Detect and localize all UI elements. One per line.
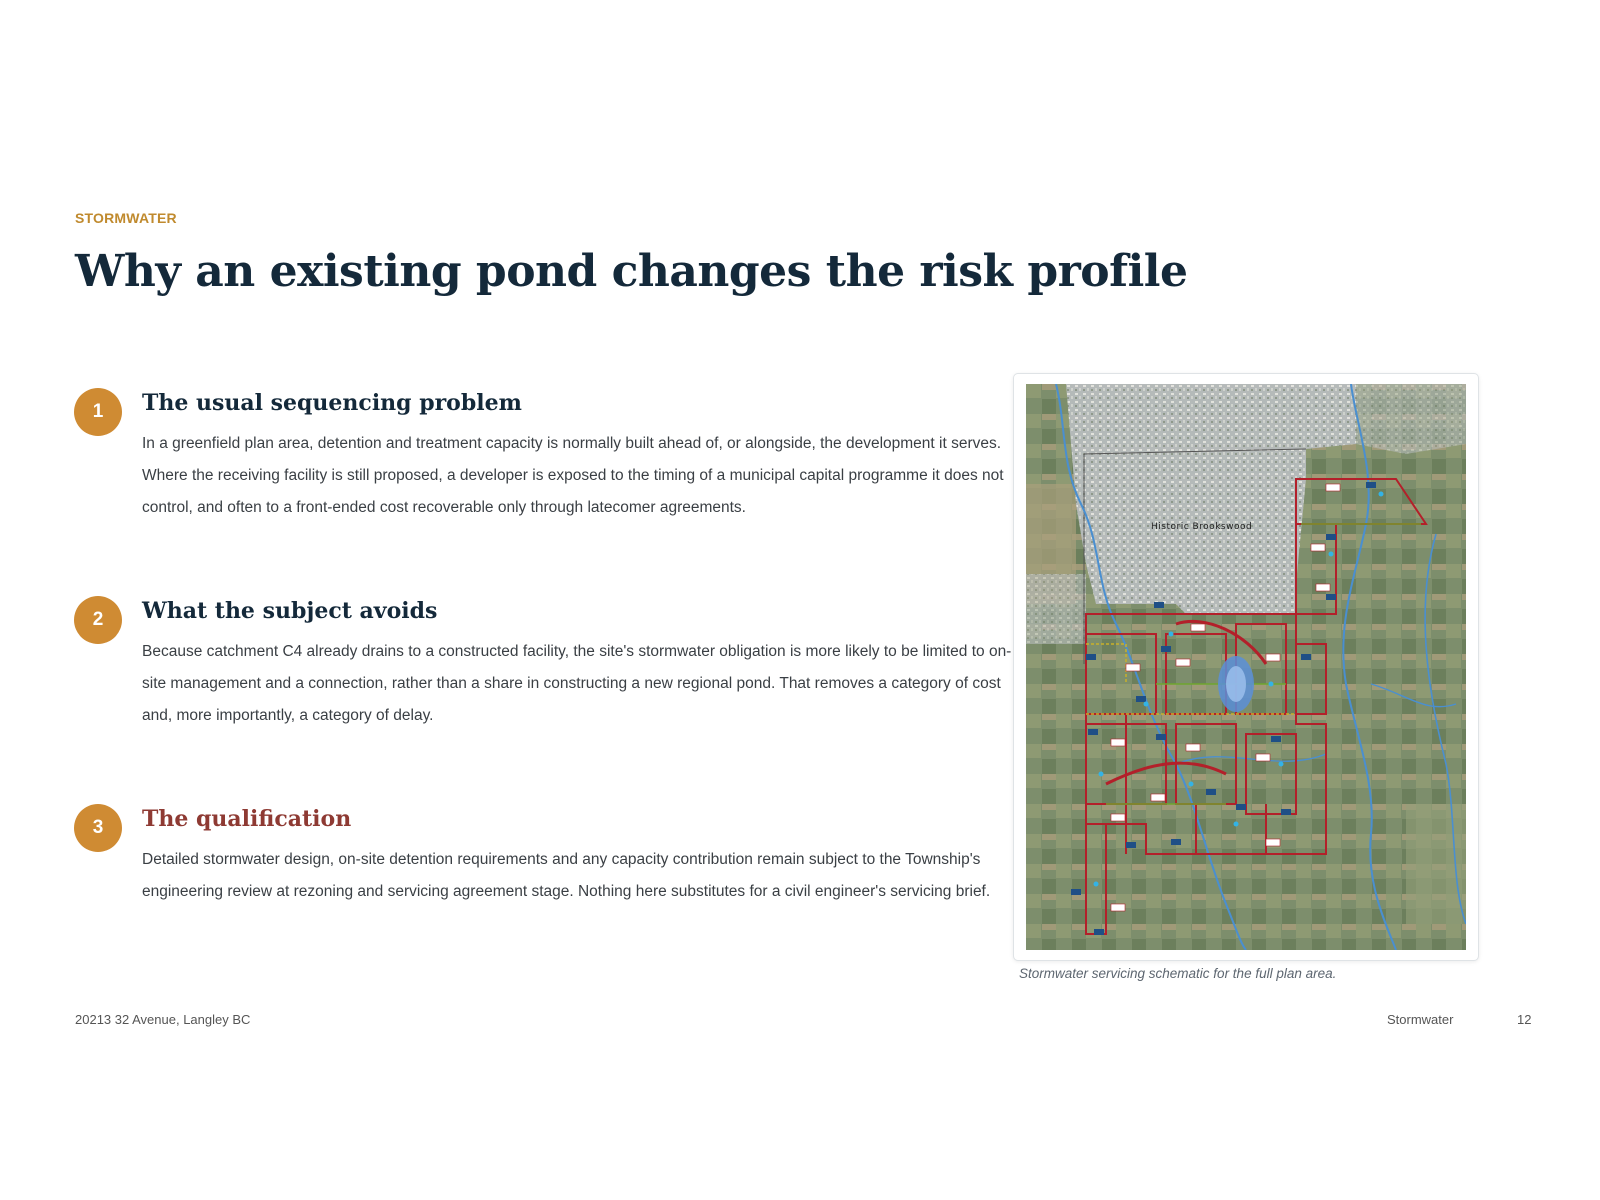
map-graphic <box>1026 384 1466 950</box>
footer-section-name: Stormwater <box>1387 1012 1454 1027</box>
map-figure-frame <box>1013 373 1479 961</box>
stormwater-servicing-map <box>1026 384 1466 950</box>
footer-page-number: 12 <box>1517 1012 1532 1027</box>
section-eyebrow: STORMWATER <box>75 210 177 226</box>
number-badge: 1 <box>74 388 122 436</box>
map-area-label: Historic Brookswood <box>1151 522 1253 532</box>
point-body: Detailed stormwater design, on-site detention requirements and any capacity contribution remain subject to the Township's engineering review at rezoning and servicing agreement stage. Nothing here substitutes for a civil engineer's servicing brief. <box>142 851 991 900</box>
point-heading: What the subject avoids <box>142 598 438 624</box>
number-badge: 2 <box>74 596 122 644</box>
page-title: Why an existing pond changes the risk profile <box>75 246 1188 297</box>
footer-address: 20213 32 Avenue, Langley BC <box>75 1012 251 1027</box>
number-badge: 3 <box>74 804 122 852</box>
point-body: In a greenfield plan area, detention and treatment capacity is normally built ahead of, or alongside, the development it serves. Where the receiving facility is still proposed, a developer is exposed to the timing of a municipal capital programme it does not control, and often to a front-ended cost recoverable only through latecomer agreements. <box>142 435 1004 516</box>
figure-caption: Stormwater servicing schematic for the full plan area. <box>1019 966 1337 981</box>
point-heading: The usual sequencing problem <box>142 390 522 416</box>
point-heading: The qualification <box>142 806 352 832</box>
point-body: Because catchment C4 already drains to a constructed facility, the site's stormwater obligation is more likely to be limited to on-site management and a connection, rather than a share in constructing a new regional pond. That removes a category of cost and, more importantly, a category of delay. <box>142 643 1012 724</box>
